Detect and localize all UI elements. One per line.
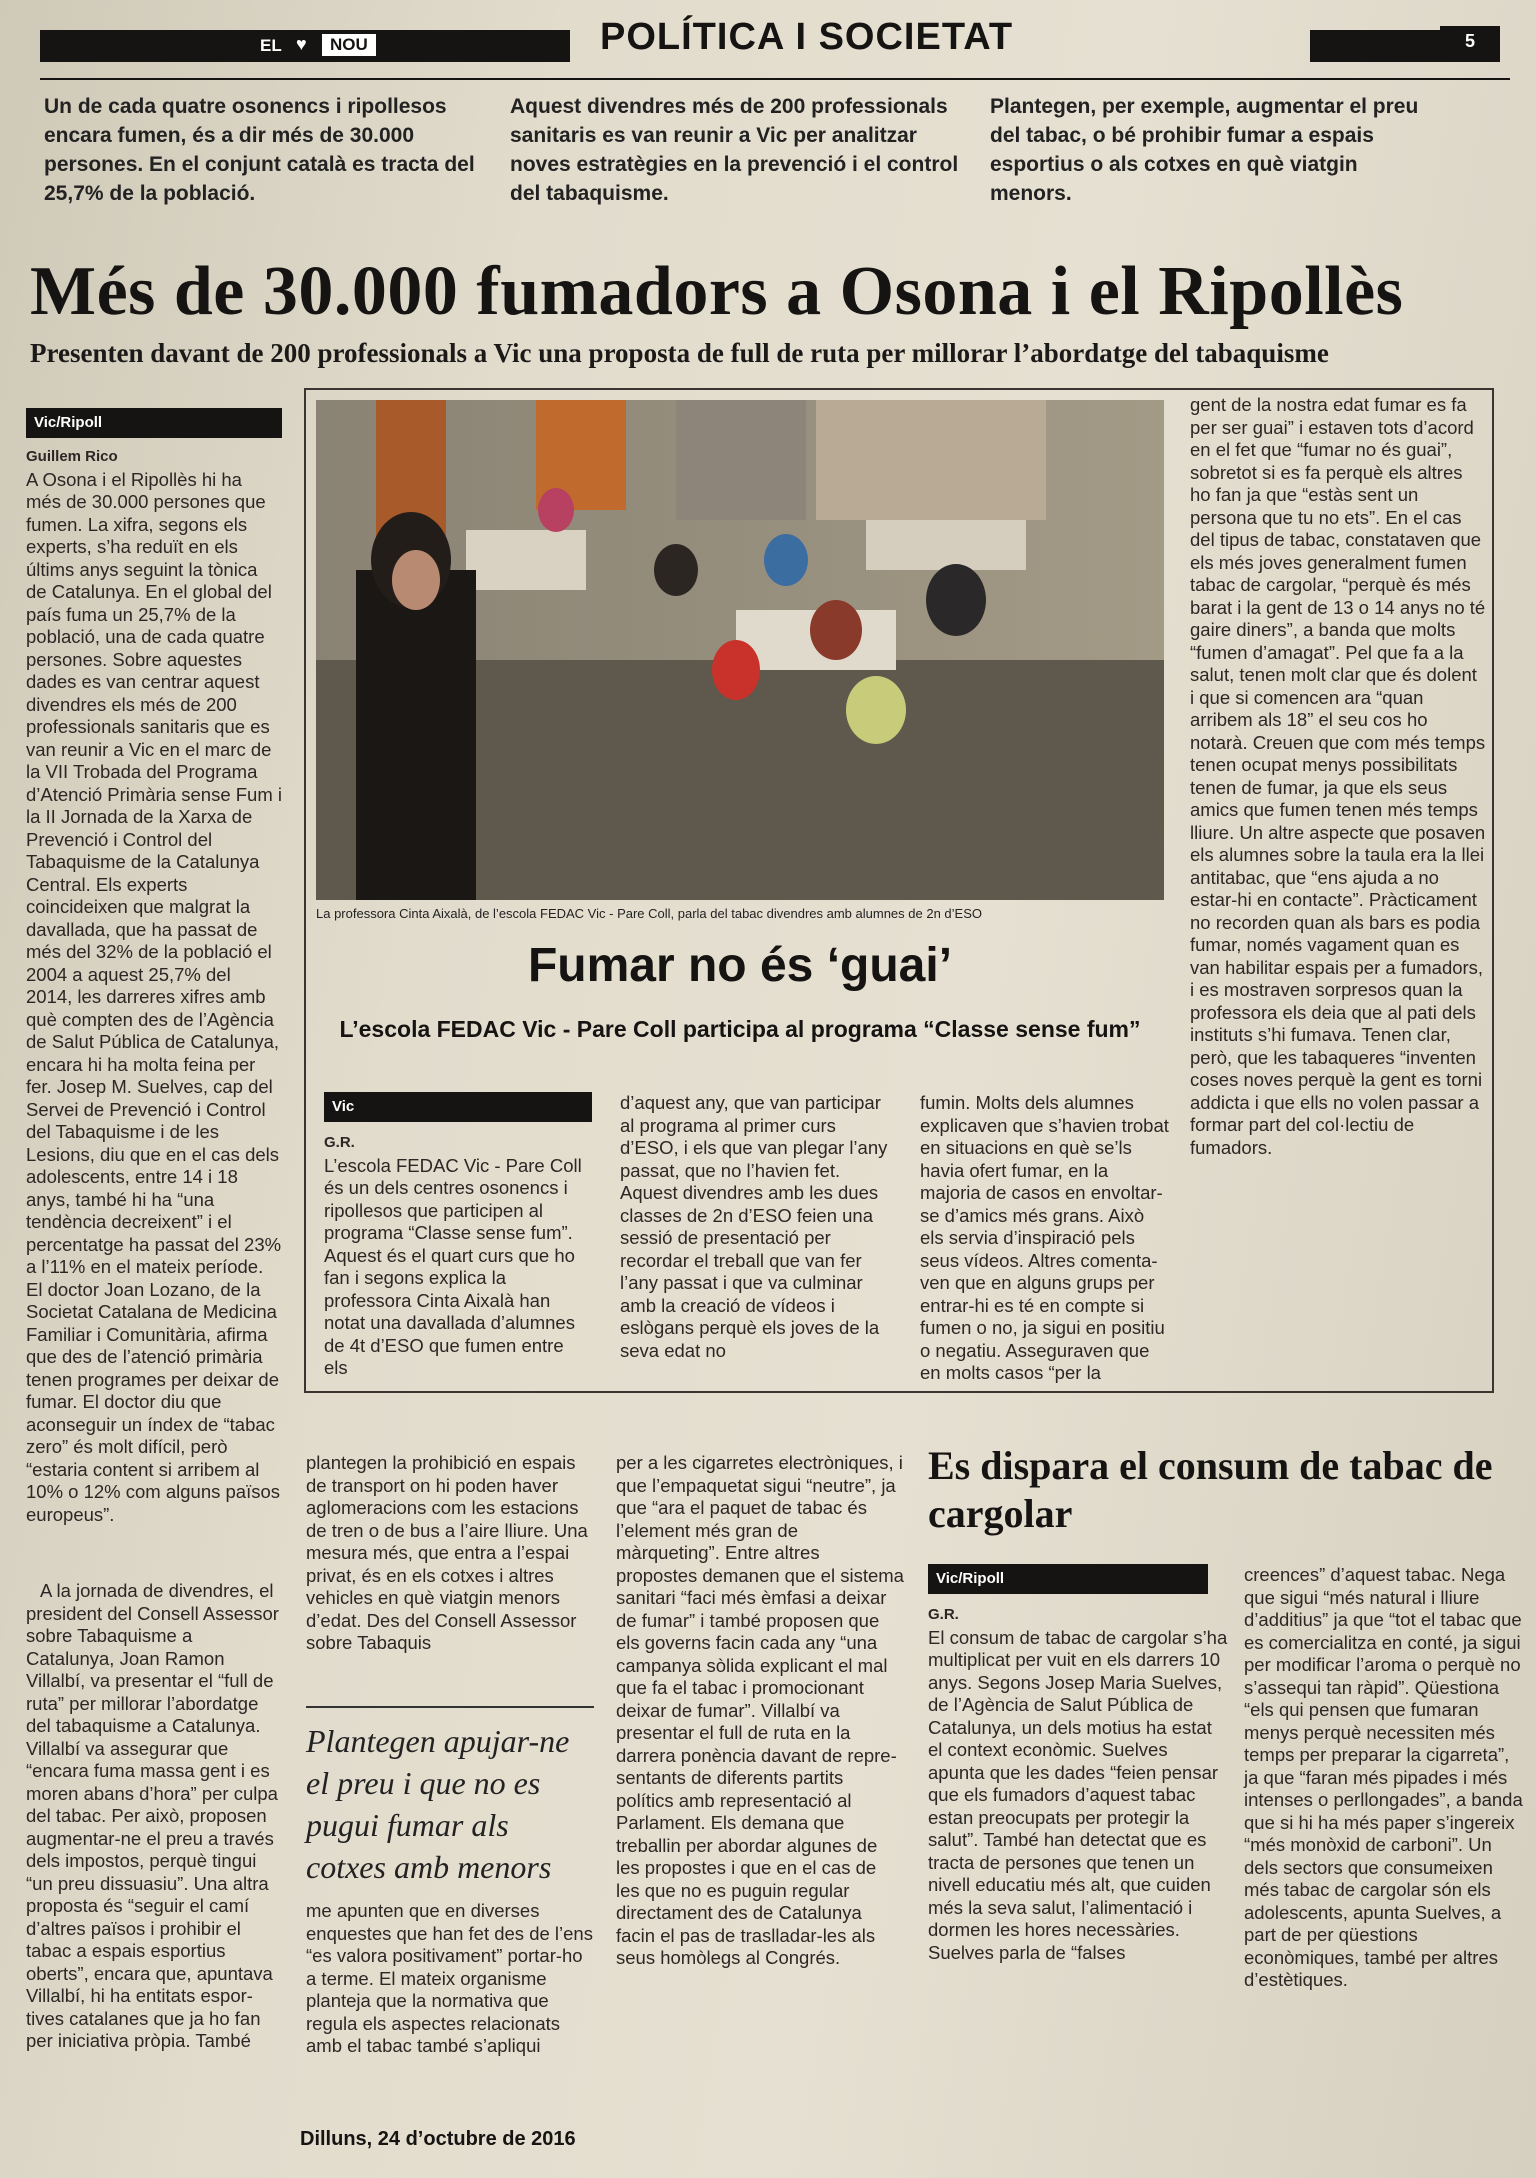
feature-text-1: L’escola FEDAC Vic - Pare Coll és un dels centres osonencs i ripollesos que participen al programa “Classe sense fum”. Aquest és el quart curs que ho fan i segons explica la professora Cinta Aixalà han notat una davallada d’alumnes de 4t d’ESO que fumen entre els (324, 1154, 582, 1378)
section-title: POLÍTICA I SOCIETAT (600, 16, 1014, 58)
second-text-1: El consum de tabac de cargolar s’ha multiplicat per vuit en els darrers 10 anys. Segons Josep Maria Suelves, de l’Agència de Salut Pública de Catalunya, un dels motius ha estat el context econòmic. Suelves apunta que les dades “feien pensar que els fumadors d’aquest tabac estan preocupats per protegir la salut”. També han detectat que es tracta de persones que tenen un nivell educatiu més alt, que cuiden més la seva salut, l’alimentació i dormen les hores necessàries. Suelves parla de “falses (928, 1626, 1228, 1963)
second-byline: G.R. (928, 1606, 959, 1623)
article-tag: Vic/Ripoll (26, 408, 282, 438)
article-byline: Guillem Rico (26, 448, 118, 465)
lead-column-1: Un de cada quatre osonencs i ripollesos encara fumen, és a dir més de 30.000 persones. En el conjunt català es tracta del 25,7% de la població. (44, 95, 475, 205)
section-bar (1310, 30, 1440, 62)
classroom-photo (316, 400, 1164, 900)
feature-column-1 (324, 1132, 592, 1380)
photo-caption: La professora Cinta Aixalà, de l’escola FEDAC Vic - Pare Coll, parla del tabac divendres amb alumnes de 2n d’ESO (316, 906, 982, 921)
second-tag: Vic/Ripoll (928, 1564, 1208, 1594)
second-column-2: creences” d’aquest tabac. Nega que sigui “més natural i lliure d’additius” ja que “tot el tabac que es comercialitza en conté, ja sigui per modificar l’aroma o perquè no s’assequi tan ràpid”. Qüestiona “els qui pensen que fumaran menys perquè necessiten més temps per preparar la cigarreta”, ja que “faran més pipades i més intenses o perllongades”, a banda que si hi ha més paper s’ingereix “més monòxid de carboni”. Un dels sectors que consumeixen més tabac de cargolar són els adolescents, apunta Suelves, a part de per qüestions econòmiques, també per altres d’estètiques. (1244, 1564, 1523, 1990)
main-subhead: Presenten davant de 200 professionals a Vic una proposta de full de ruta per millorar l’abordatge del tabaquisme (30, 338, 1329, 368)
header-rule (40, 78, 1510, 80)
brand-bar (40, 30, 570, 62)
classroom-photo-illustration (316, 400, 1164, 900)
lead-column-3: Plantegen, per exemple, augmentar el preu del tabac, o bé prohibir fumar a espais esportius o als cotxes en què viatgin menors. (990, 95, 1419, 205)
article-text-1: A Osona i el Ripollès hi ha més de 30.000 persones que fumen. La xifra, segons els experts, s’ha reduït en els últims anys seguint la tònica de Catalunya. En el global del país fuma un 25,7% de la població, una de cada quatre persones. Sobre aquestes dades es van centrar aquest divendres els més de 200 professionals sanitaris que es van reunir a Vic en el marc de la VII Trobada del Programa d’Atenció Primària sense Fum i la II Jornada de la Xarxa de Prevenció i Control del Tabaquisme de la Catalunya Central. Els experts coincideixen que malgrat la davallada, que ha passat de més del 32% de la població el 2004 a aquest 25,7% del 2014, les darreres xifres amb què compten des de l’Agència de Salut Pública de Catalunya, encara hi ha molta feina per fer. Josep M. Suelves, cap del Servei de Prevenció i Control del Tabaquisme i de les Lesions, diu que en el cas dels adolescents, entre 14 i 18 anys, també hi ha “una tendència decreixent” i el percentatge ha passat del 23% a l’11% en el mateix període. El doctor Joan Lozano, de la Societat Catalana de Medicina Familiar i Comunitària, afirma que des de l’atenció primària tenen programes per deixar de fumar. El doctor diu que aconseguir un índex de “tabac zero” és molt difícil, però “estaria content si arribem al 10% o 12% com alguns països europeus”. (26, 468, 283, 1525)
article-column-3: per a les cigarretes electròniques, i que l’empaquetat sigui “neutre”, ja que “ara el paquet de tabac és l’element més gran de màrqueting”. Entre altres propostes demanen que el sistema sanitari “faci més èmfasi a deixar de fumar” i també proposen que els governs facin cada any “una campanya sòlida explicant el mal que fa el tabac i promocionant deixar de fumar”. Villalbí va presentar el full de ruta en la darrera ponència davant de representants de diferents partits polítics amb representació al Parlament. Els demana que treballin per abordar algunes de les propostes i que en el cas de les que no es puguin regular directament des de Catalunya facin el pas de traslladar-les als seus homòlegs al Congrés. (616, 1452, 904, 1968)
feature-byline: G.R. (324, 1134, 355, 1151)
brand-el: EL (260, 36, 282, 55)
footer-date: Dilluns, 24 d’octubre de 2016 (300, 2128, 576, 2150)
brand-nou: NOU (322, 34, 376, 56)
pullquote: Plantegen apujar-ne el preu i que no es pugui fumar als cotxes amb menors (306, 1723, 570, 1885)
article-column-2: plantegen la prohibició en espais de transport on hi poden haver aglomeracions com les estacions de tren o de bus a l’aire lliure. Una mesura més, que entra a l’espai privat, és en els cotxes i altres vehicles en què viatgin menors d’edat. Des del Consell Assessor sobre Tabaquis (306, 1452, 588, 1653)
feature-column-3: fumin. Molts dels alumnes explicaven que s’havien trobat en situacions en què se’ls havia ofert fumar, en la majoria de casos en envoltarse d’amics més grans. Això els servia d’inspiració pels seus vídeos. Altres comentaven que en alguns grups per entrar-hi es té en compte si fumen o no, ja sigui en positiu o negatiu. Asseguraven que en molts casos “per la (920, 1092, 1169, 1383)
heart-icon: ♥ (296, 34, 307, 54)
page-header (40, 16, 1510, 72)
article-column-1b: A la jornada de divendres, el president del Consell Assessor sobre Tabaquisme a Catalunya, Joan Ramon Villalbí, va presentar el “full de ruta” per millorar l’abordatge del tabaquisme a Catalunya. Villalbí va assegurar que “encara fuma massa gent i es moren abans d’hora” per culpa del tabac. Per això, proposen augmentar-ne el preu a través dels impostos, perquè tingui “un preu dissuasiu”. Una altra proposta és “seguir el camí d’altres països i prohibir el tabac a espais esportius oberts”, encara que, apuntava Villalbí, hi ha entitats esportives catalanes que ja ho fan per iniciativa pròpia. També (26, 1580, 279, 2051)
lead-column-2: Aquest divendres més de 200 professionals sanitaris es van reunir a Vic per analitzar noves estratègies en la prevenció i el control del tabaquisme. (510, 95, 959, 205)
feature-title: Fumar no és ‘guai’ (527, 939, 953, 992)
feature-column-2: d’aquest any, que van participar al programa al primer curs d’ESO, i els que van plegar l’any passat, que no l’havien fet. Aquest divendres amb les dues classes de 2n d’ESO feien una sessió de presentació per recordar el treball que van fer l’any passat i que va culminar amb la creació de vídeos i eslògans perquè els joves de la seva edat no (620, 1092, 888, 1361)
feature-subtitle: L’escola FEDAC Vic - Pare Coll participa al programa “Classe sense fum” (339, 1016, 1141, 1042)
article-column-2b: me apunten que en diverses enquestes que han fet des de l’ens “es valora positivament” portar-ho a terme. El mateix organisme planteja que la normativa que regula els aspectes relacionats amb el tabac també s’apliqui (306, 1900, 593, 2056)
second-column-1 (928, 1604, 1228, 1964)
pullquote-rule (306, 1706, 594, 1708)
second-headline: Es dispara el consum de tabac de cargolar (928, 1443, 1493, 1536)
feature-tag: Vic (324, 1092, 592, 1122)
article-column-1 (26, 446, 282, 1526)
main-headline: Més de 30.000 fumadors a Osona i el Ripollès (30, 253, 1404, 330)
page-number: 5 (1440, 26, 1500, 62)
feature-column-4: gent de la nostra edat fumar es fa per ser guai” i estaven tots d’acord en el fet que “fumar no és guai”, sobretot si es fa perquè els altres ho fan ja que “estàs sent un persona que tu no ets”. En el cas del tipus de tabac, constataven que els més joves generalment fumen tabac de cargolar, “perquè és més barat i la gent de 13 o 14 anys no té gaire diners”, a banda que molts “fumen d’amagat”. Pel que fa a la salut, tenen molt clar que és dolent i que si comencen ara “quan arribem als 18” el seu cos ho notarà. Creuen que com més temps tenen ocupat menys possibilitats tenen de fumar, ja que els seus amics que fumen tenen més temps lliure. Un altre aspecte que posaven els alumnes sobre la taula era la llei antitabac, que “ens ajuda a no estar-hi en contacte”. Pràcticament no recorden quan als bars es podia fumar, només vagament quan es van habilitar espais per a fumadors, i es mostraven sorpresos quan la professora els deia que al pati dels instituts s’hi fumava. Tenen clar, però, que les tabaqueres “inventen coses noves perquè la gent es torni addicta i que ells no volen passar a formar part del col·lectiu de fumadors. (1190, 394, 1486, 1158)
